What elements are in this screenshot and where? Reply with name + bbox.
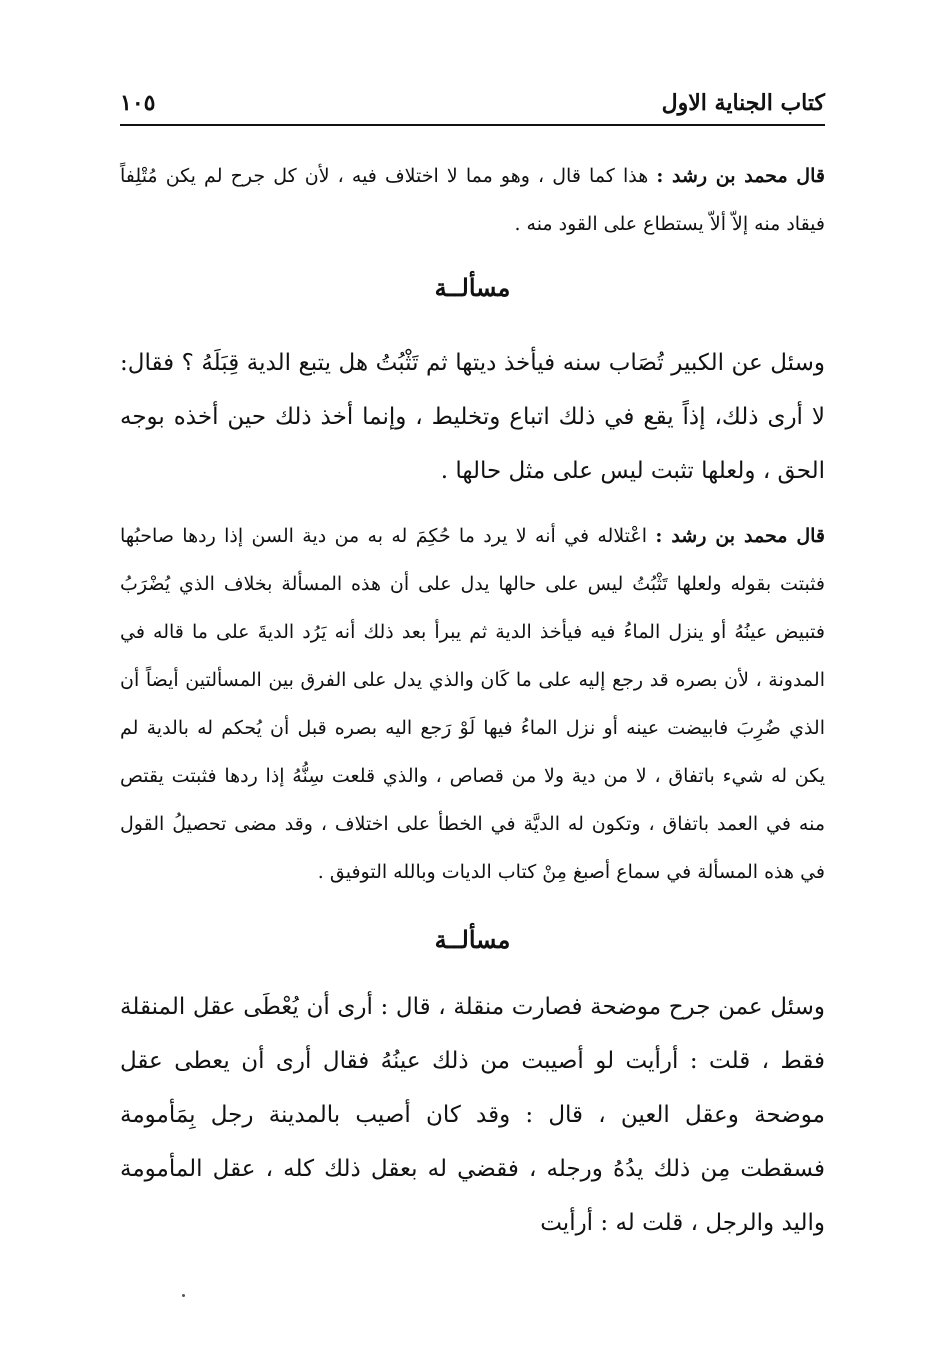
running-title: كتاب الجناية الاول (661, 90, 825, 116)
question-paragraph-1: وسئل عن الكبير تُصَاب سنه فيأخذ ديتها ثم تَثْبُتُ هل يتبع الدية قِبَلَهُ ؟ فقال: لا أرى ذلك، إذاً يقع في ذلك اتباع وتخليط ، وإنما أخذ ذلك حين أخذه بوجه الحق ، ولعلها تثبت ليس على مثل حالها . (120, 350, 825, 484)
page-number: ١٠٥ (120, 90, 156, 116)
section-heading-masala: مسألــة (434, 925, 511, 954)
speaker-label: قال محمد بن رشد : (656, 165, 825, 187)
page-body (120, 152, 825, 1250)
spacer (120, 964, 825, 980)
section-heading-masala: مسألــة (434, 273, 511, 302)
commentary-paragraph-2 (120, 512, 825, 896)
spacer (120, 498, 825, 512)
commentary-text: اعْتلاله في أنه لا يرد ما حُكِمَ له به من دية السن إذا ردها صاحبُها فثبتت بقوله ولعلها تَثْبُتُ ليس على حالها يدل على أن هذه المسألة بخلاف الذي يُضْرَبُ فتبيض عينُهُ أو ينزل الماءُ فيه فيأخذ الدية ثم يبرأ بعد ذلك أنه يَرُد الديةَ على ما قاله في المدونة ، لأن بصره قد رجع إليه على ما كَان والذي يدل على الفرق بين المسألتين أيضاً أن الذي ضُرِبَ فابيضت عينه أو نزل الماءُ فيها لَوْ رَجع اليه بصره قبل أن يُحكم له بالدية لم يكن له شيء باتفاق ، لا من دية ولا من قصاص ، والذي قلعت سِنُّهُ إذا ردها فثبتت يقتص منه في العمد باتفاق ، وتكون له الديَّة في الخطأ على اختلاف ، وقد مضى تحصيلُ القول في هذه المسألة في سماع أصبغ مِنْ كتاب الديات وبالله التوفيق . (120, 525, 825, 883)
question-paragraph-2: وسئل عمن جرح موضحة فصارت منقلة ، قال : أرى أن يُعْطَى عقل المنقلة فقط ، قلت : أرأيت لو أصيبت من ذلك عينُهُ فقال أرى أن يعطى عقل موضحة وعقل العين ، قال : وقد كان أصيب بالمدينة رجل بِمَأمومة فسقطت مِن ذلك يدُهُ ورجله ، فقضي له بعقل ذلك كله ، عقل المأمومة واليد والرجل ، قلت له : أرأيت (120, 994, 825, 1236)
page-header (120, 86, 825, 126)
commentary-paragraph-1 (120, 152, 825, 248)
commentary-text: هذا كما قال ، وهو مما لا اختلاف فيه ، لأن كل جرح لم يكن مُتْلِفاً فيقاد منه إلاّ ألاّ يستطاع على القود منه . (120, 165, 825, 235)
print-speck (182, 1294, 185, 1297)
spacer (120, 312, 825, 336)
speaker-label: قال محمد بن رشد : (655, 525, 825, 547)
